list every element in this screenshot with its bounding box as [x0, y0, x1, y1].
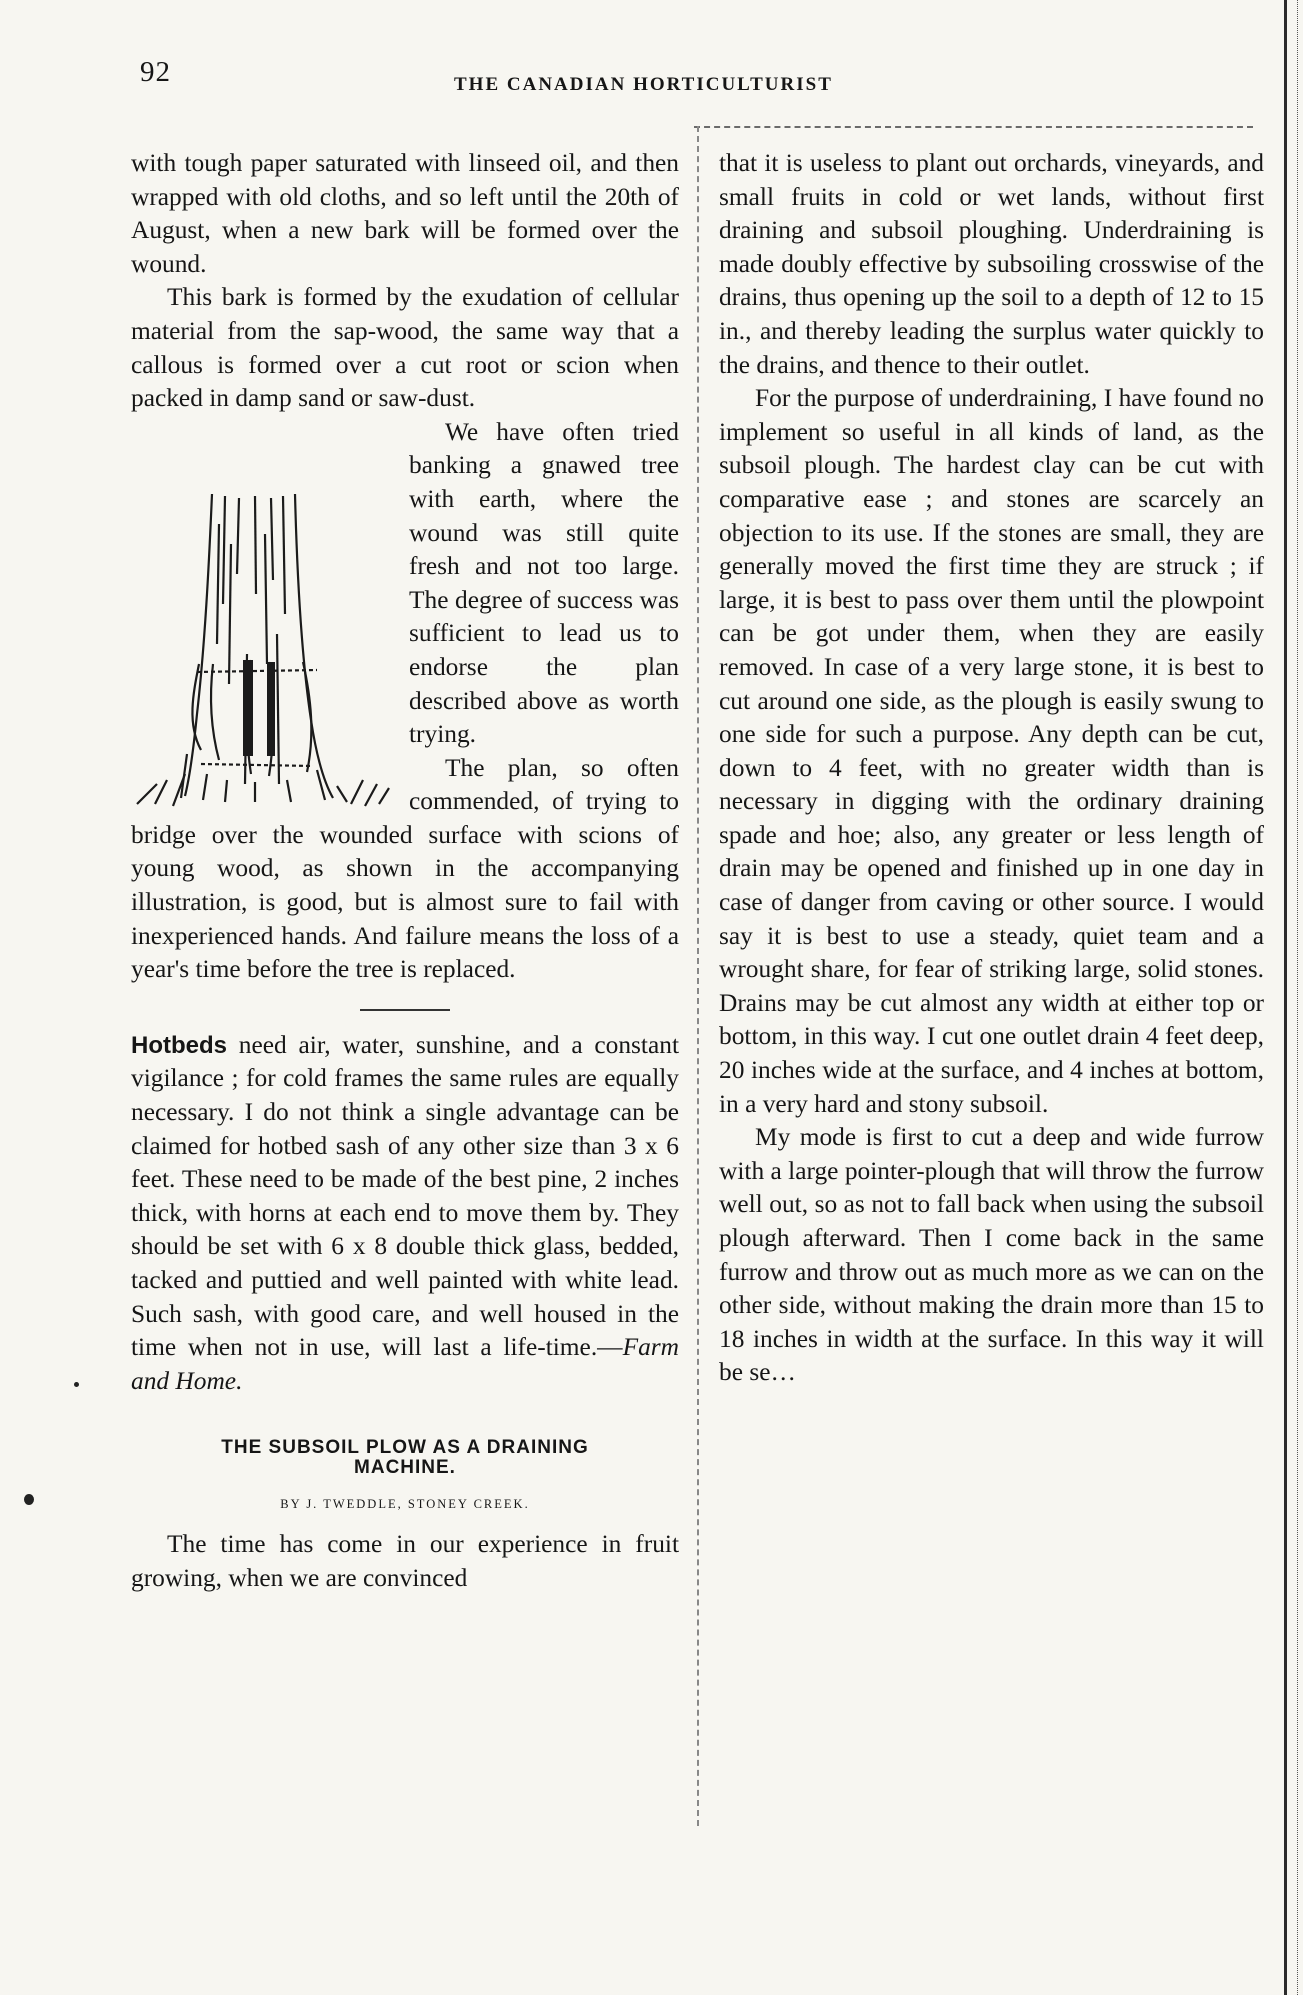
page-edge-binding [1284, 0, 1298, 1995]
article-byline: BY J. TWEDDLE, STONEY CREEK. [280, 1497, 530, 1512]
left-paragraph-3: We have often tried banking a gnawed tree with earth, where the wound was still quite fresh and not too large. The degree of success was sufficient to lead us to endorse the plan described above as worth trying. [409, 417, 679, 749]
hotbeds-paragraph [131, 1029, 679, 1399]
left-paragraph-5: The time has come in our experience in fruit growing, when we are convinced [131, 1529, 679, 1592]
right-paragraph-2: For the purpose of underdraining, I have found no implement so useful in all kinds of land, as the subsoil plough. The hardest clay can be cut with comparative ease ; and stones are scarcely an objection to its use. If the stones are small, they are generally moved the first time they are struck ; if large, it is best to pass over them until the plowpoint can be got under them, when they are easily removed. In case of a very large stone, it is best to cut around one side, as the plough is easily swung to one side for such a purpose. Any depth can be cut, down to 4 feet, with no greater width than is necessary in digging with the ordinary draining spade and hoe; also, any greater or less length of drain may be opened and finished up in one day in case of danger from caving or other source. I would say it is best to use a steady, quiet team and a wrought share, for fear of striking large, solid stones. Drains may be cut almost any width at either top or bottom, in this way. I cut one outlet drain 4 feet deep, 20 inches wide at the surface, and 4 inches at bottom, in a very hard and stony subsoil. [719, 384, 1264, 1118]
running-title: THE CANADIAN HORTICULTURIST [454, 74, 833, 95]
margin-speck [74, 1382, 79, 1387]
article-title [131, 1438, 679, 1478]
hotbeds-dash: — [597, 1333, 623, 1362]
right-paragraph-1: that it is useless to plant out orchards, vineyards, and small fruits in cold or wet lands, without first draining and subsoil ploughing. Underdraining is made doubly effective by subsoiling crosswise of the drains, thus opening up the soil to a depth of 12 to 15 in., and thereby leading the surplus water quickly to the drains, and thence to their outlet. [719, 149, 1264, 379]
column-divider [697, 126, 699, 1826]
right-paragraph-3: My mode is first to cut a deep and wide furrow with a large pointer-plough that will throw the furrow well out, so as not to fall back when using the subsoil plough afterward. Then I come back in the same furrow and throw out as much more as we can on the other side, without making the drain more than 15 to 18 inches in width at the surface. In this way it will be se… [719, 1123, 1264, 1387]
page-number: 92 [140, 56, 171, 88]
header-rule [694, 126, 1253, 128]
left-paragraph-2: This bark is formed by the exudation of cellular material from the sap-wood, the same way that a callous is formed over a cut root or scion when packed in damp sand or saw-dust. [131, 283, 679, 413]
hotbeds-body: need air, water, sunshine, and a constant vigilance ; for cold frames the same rules are equally necessary. I do not think a single advantage can be claimed for hotbed sash of any other size than 3 x 6 feet. These need to be made of the best pine, 2 inches thick, with horns at each end to move them by. They should be set with 6 x 8 double thick glass, bedded, tacked and puttied and well painted with white lead. Such sash, with good care, and well housed in the time when not in use, will last a life-time. [131, 1030, 679, 1362]
hotbeds-lead-word: Hotbeds [131, 1031, 227, 1059]
article-title-line-2: MACHINE. [354, 1457, 456, 1479]
article-title-line-1: THE SUBSOIL PLOW AS A DRAINING [221, 1437, 589, 1459]
section-separator [360, 1009, 450, 1011]
hotbeds-source: Farm and Home. [131, 1333, 679, 1395]
left-paragraph-4: The plan, so often commended, of trying to bridge over the wounded surface with scions of young wood, as shown in the accompanying illustration, is good, but is almost sure to fail with inexperienced hands. And failure means the loss of a year's time before the tree is replaced. [131, 753, 679, 984]
left-column [131, 147, 679, 1595]
right-column [719, 147, 1264, 1390]
bridge-grafted-tree-illustration [127, 484, 397, 812]
margin-dot [24, 1494, 34, 1505]
left-paragraph-1: with tough paper saturated with linseed oil, and then wrapped with old cloths, and so left until the 20th of August, when a new bark will be formed over the wound. [131, 149, 679, 278]
tree-engraving [127, 484, 397, 812]
